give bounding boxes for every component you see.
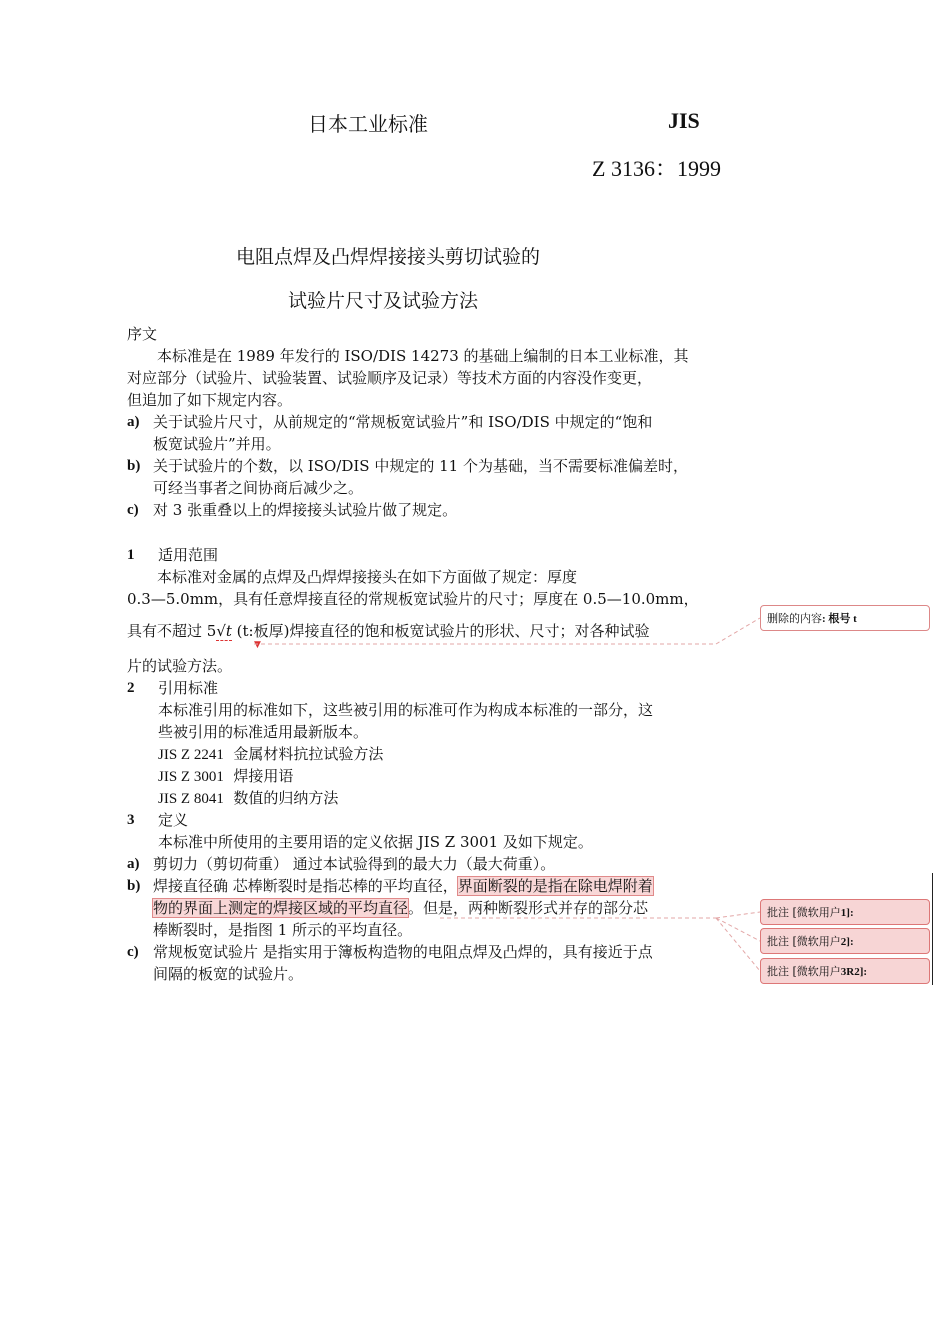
comment-author: 批注 [微软用户 [767, 965, 841, 978]
definition-text: 剪切力（剪切荷重） 通过本试验得到的最大力（最大荷重）。 [153, 855, 556, 873]
list-item-text: 可经当事者之间协商后减少之。 [153, 479, 364, 497]
definition-text: 间隔的板宽的试验片。 [153, 965, 304, 983]
section-number: 2 [127, 680, 135, 696]
standard-code: Z 3136：1999 [592, 156, 721, 181]
section-paragraph-line: 片的试验方法。 [127, 657, 233, 675]
definition-text: 棒断裂时，是指图 1 所示的平均直径。 [153, 921, 413, 939]
section-paragraph-line: 本标准中所使用的主要用语的定义依据 JIS Z 3001 及如下规定。 [158, 833, 593, 851]
reference-name: 金属材料抗拉试验方法 [233, 745, 384, 763]
section-paragraph-line: 些被引用的标准适用最新版本。 [158, 723, 369, 741]
comment-author: 批注 [微软用户 [767, 935, 841, 948]
reference-code: JIS Z 8041 [158, 791, 224, 807]
commented-text-highlight[interactable]: 界面断裂的是指在除电焊附着 [457, 877, 653, 895]
leader-line [716, 618, 760, 644]
deletion-label: 删除的内容 [767, 612, 822, 625]
section-heading: 定义 [158, 811, 189, 829]
preface-paragraph-line: 但追加了如下规定内容。 [127, 391, 293, 409]
section-number: 3 [127, 812, 135, 828]
section-paragraph-line: 0.3—5.0mm，具有任意焊接直径的常规板宽试验片的尺寸；厚度在 0.5—10.0mm， [127, 590, 699, 608]
comment-id: 2]: [840, 936, 854, 948]
comment-balloon[interactable] [760, 899, 930, 925]
leader-line [716, 912, 760, 918]
comment-id: 1]: [840, 907, 854, 919]
section-heading: 适用范围 [158, 546, 219, 564]
reference-name: 焊接用语 [233, 767, 294, 785]
list-item-text: 关于试验片尺寸，从前规定的“常规板宽试验片”和 ISO/DIS 中规定的“饱和 [153, 413, 653, 431]
comment-author: 批注 [微软用户 [767, 906, 841, 919]
text-fragment: (t:板厚)焊接直径的饱和板宽试验片的形状、尺寸；对各种试验 [231, 622, 650, 640]
text-fragment: 焊接直径确 芯棒断裂时是指芯棒的平均直径， [153, 877, 458, 895]
comment-id: 3R2]: [840, 966, 868, 978]
markup-pane-edge [932, 873, 933, 985]
list-label: b) [127, 458, 141, 474]
text-fragment: 。但是，两种断裂形式并存的部分芯 [408, 899, 649, 917]
list-label: b) [127, 878, 141, 894]
standard-name: 日本工业标准 [308, 112, 428, 136]
definition-text: 常规板宽试验片 是指实用于簿板构造物的电阻点焊及凸焊的，具有接近于点 [153, 943, 653, 961]
comment-balloon[interactable] [760, 928, 930, 954]
jis-mark: JIS [668, 108, 700, 133]
leader-line [716, 918, 760, 941]
leader-line [716, 918, 760, 971]
section-heading: 引用标准 [158, 679, 219, 697]
list-label: a) [127, 414, 140, 430]
section-paragraph-line: 本标准对金属的点焊及凸焊焊接接头在如下方面做了规定：厚度 [127, 568, 578, 586]
section-number: 1 [127, 547, 135, 563]
list-item-text: 关于试验片的个数，以 ISO/DIS 中规定的 11 个为基础，当不需要标准偏差时， [153, 457, 688, 475]
deletion-marker-icon: ▼ [254, 640, 261, 650]
preface-paragraph-line: 对应部分（试验片、试验装置、试验顺序及记录）等技术方面的内容没作变更， [127, 369, 653, 387]
deletion-value: : 根号 t [822, 613, 857, 625]
reference-code: JIS Z 3001 [158, 769, 224, 785]
list-item-text: 板宽试验片”并用。 [153, 435, 281, 453]
comment-balloon[interactable] [760, 958, 930, 984]
document-title-line2: 试验片尺寸及试验方法 [288, 290, 479, 312]
section-paragraph-line: 本标准引用的标准如下，这些被引用的标准可作为构成本标准的一部分，这 [158, 701, 654, 719]
commented-text-highlight[interactable]: 物的界面上测定的焊接区域的平均直径 [153, 899, 409, 917]
preface-paragraph-line: 本标准是在 1989 年发行的 ISO/DIS 14273 的基础上编制的日本工业标准，其 [127, 347, 689, 365]
text-fragment: 具有不超过 5 [127, 622, 217, 640]
reference-code: JIS Z 2241 [158, 747, 224, 763]
document-title-line1: 电阻点焊及凸焊焊接接头剪切试验的 [236, 246, 541, 268]
list-label: c) [127, 944, 139, 960]
preface-heading: 序文 [127, 325, 158, 343]
list-label: c) [127, 502, 139, 518]
list-label: a) [127, 856, 140, 872]
list-item-text: 对 3 张重叠以上的焊接接头试验片做了规定。 [153, 501, 458, 519]
sqrt-t-formula: √t [216, 622, 232, 640]
reference-name: 数值的归纳方法 [233, 789, 339, 807]
